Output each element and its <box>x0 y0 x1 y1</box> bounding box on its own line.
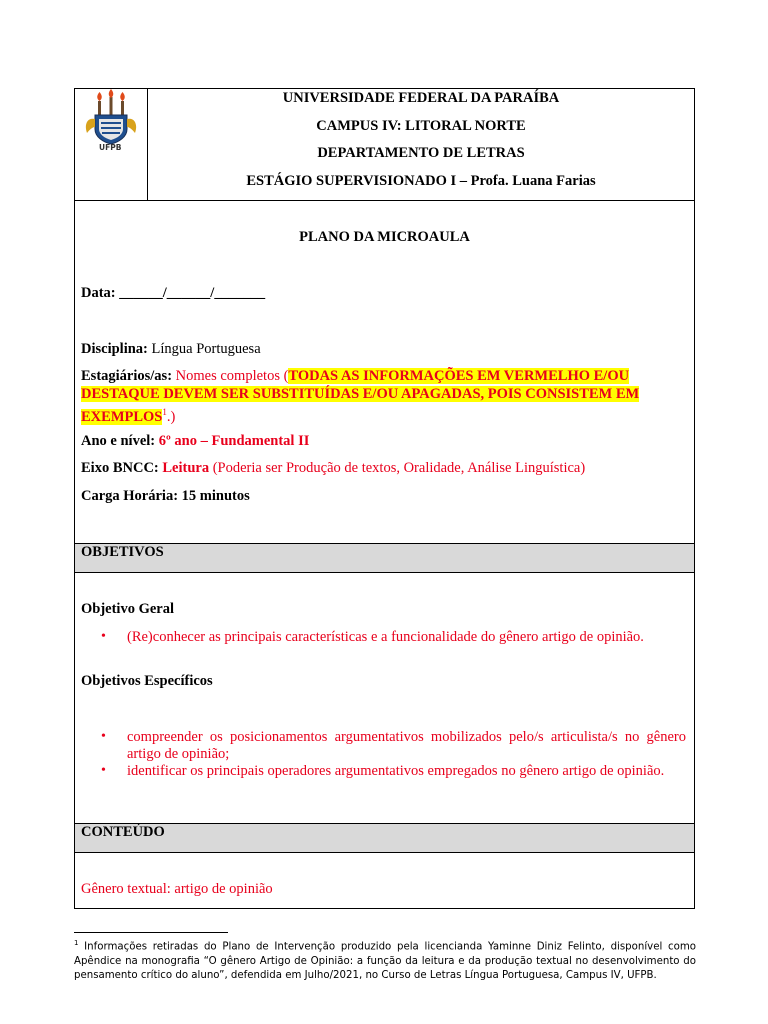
general-objective-item: (Re)conhecer as principais características e a funcionalidade do gênero artigo de opinião. <box>127 629 644 645</box>
level-line <box>81 432 686 450</box>
department-name: DEPARTAMENTO DE LETRAS <box>317 145 525 161</box>
bullet-icon: • <box>101 763 106 778</box>
objectives-title: OBJETIVOS <box>81 544 164 560</box>
bullet-icon: • <box>101 629 106 644</box>
interns-label: Estagiários/as: <box>81 368 173 384</box>
footnote-number: 1 <box>74 939 79 947</box>
logo-cell <box>75 89 148 200</box>
content-header <box>75 824 694 853</box>
discipline-line <box>81 340 686 358</box>
date-value: ______/______/_______ <box>119 285 266 301</box>
hours-text: Carga Horária: 15 minutos <box>81 488 250 504</box>
logo-text: UFPB <box>99 143 122 152</box>
interns-highlight-3: EXEMPLOS <box>81 408 163 425</box>
date-line <box>81 284 686 302</box>
bncc-value: Leitura <box>162 460 210 476</box>
course-name: ESTÁGIO SUPERVISIONADO I – Profa. Luana Farias <box>246 172 596 189</box>
content-body <box>75 853 694 908</box>
bncc-line <box>81 459 686 477</box>
objectives-body <box>75 573 694 824</box>
objectives-header <box>75 544 694 573</box>
interns-highlight-2: DESTAQUE DEVEM SER SUBSTITUÍDAS E/OU APAGADAS, POIS CONSISTEM EM <box>81 386 640 402</box>
interns-highlight-1: TODAS AS INFORMAÇÕES EM VERMELHO E/OU <box>288 368 630 384</box>
bullet-icon: • <box>101 729 106 744</box>
interns-close: .) <box>166 408 176 425</box>
footnote <box>74 936 696 984</box>
university-name: UNIVERSIDADE FEDERAL DA PARAÍBA <box>282 90 560 106</box>
interns-line-2 <box>81 385 686 403</box>
institution-heading <box>148 89 694 200</box>
interns-line-3 <box>81 403 686 426</box>
bncc-note: (Poderia ser Produção de textos, Oralidade, Análise Linguística) <box>212 460 586 476</box>
specific-objectives-title: Objetivos Específicos <box>81 673 213 689</box>
header-row <box>75 89 694 201</box>
specific-objective-item: compreender os posicionamentos argumentativos mobilizados pelo/s articulista/s no gênero artigo de opinião; <box>127 729 686 762</box>
date-label: Data: <box>81 285 116 301</box>
footnote-mark: 1 <box>162 407 167 417</box>
footnote-text: Informações retiradas do Plano de Intervenção produzido pela licencianda Yaminne Diniz Felinto, disponível como Apêndice na monografia “O gênero Artigo de Opinião: a função da leitura e da produção textual no desenvolvimento do pensamento crítico do aluno”, defendida em Julho/2021, no Curso de Letras Língua Portuguesa, Campus IV, UFPB. <box>74 941 696 982</box>
specific-objective-item: identificar os principais operadores argumentativos empregados no gênero artigo de opinião. <box>127 763 665 779</box>
level-label: Ano e nível: <box>81 433 156 449</box>
discipline-value: Língua Portuguesa <box>151 341 261 357</box>
campus-name: CAMPUS IV: LITORAL NORTE <box>316 117 526 134</box>
content-title: CONTEÚDO <box>81 824 165 840</box>
footnote-separator <box>74 932 228 933</box>
bncc-label: Eixo BNCC: <box>81 460 159 476</box>
content-text: Gênero textual: artigo de opinião <box>81 881 273 897</box>
lesson-plan-table <box>74 88 695 909</box>
interns-line <box>81 367 686 385</box>
interns-value: Nomes completos ( <box>175 368 289 384</box>
level-value: 6º ano – Fundamental II <box>158 433 310 449</box>
hours-line <box>81 487 686 505</box>
plan-info-row <box>75 201 694 544</box>
discipline-label: Disciplina: <box>81 341 148 357</box>
plan-title: PLANO DA MICROAULA <box>299 229 470 245</box>
general-objective-title: Objetivo Geral <box>81 601 175 617</box>
